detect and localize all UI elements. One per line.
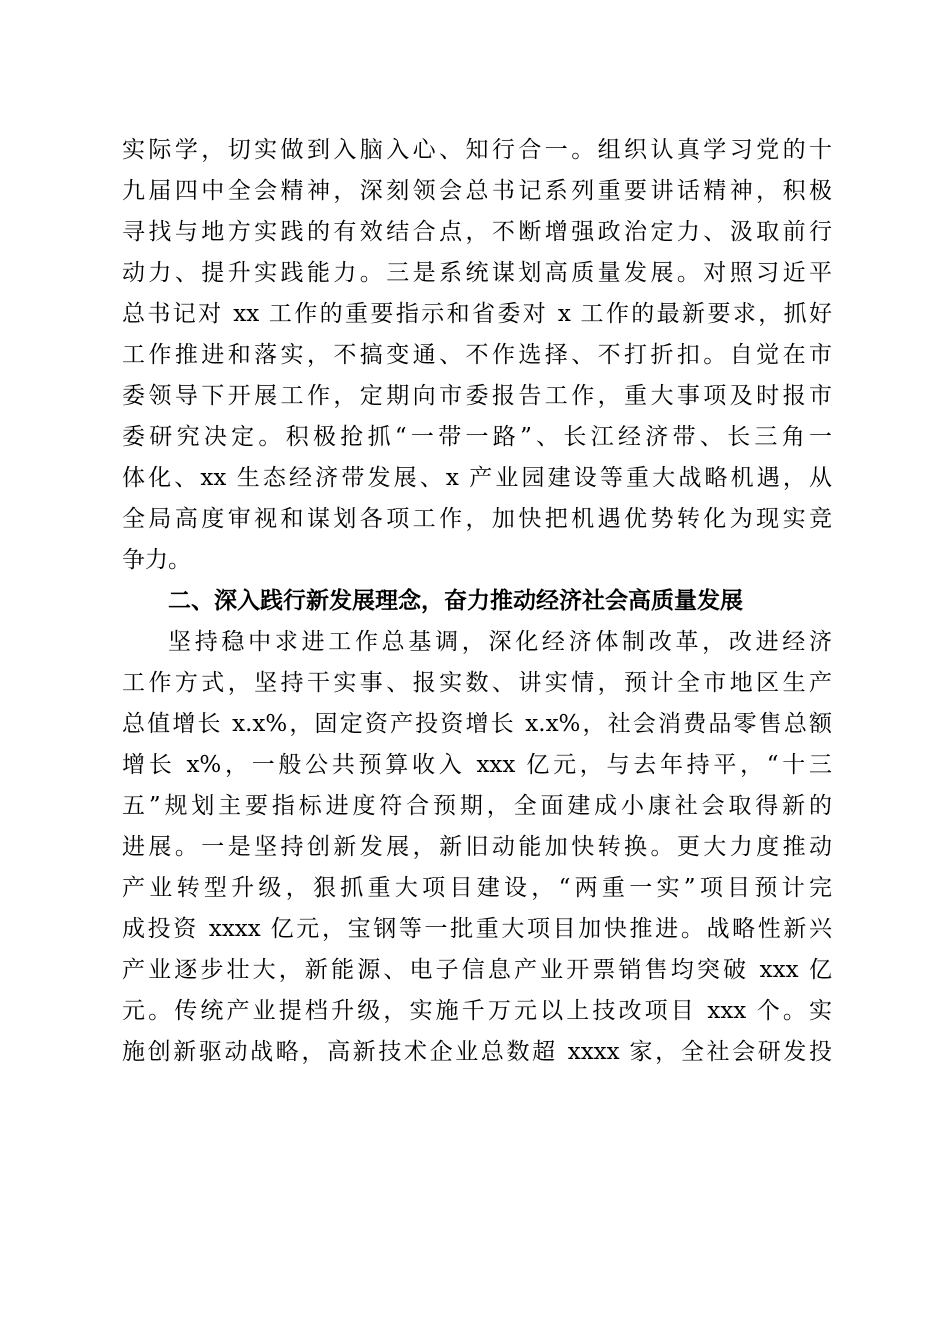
section-heading: 二、深入践行新发展理念，奋力推动经济社会高质量发展	[168, 588, 743, 614]
text-line: 九届四中全会精神，深刻领会总书记系列重要讲话精神，积极	[122, 178, 832, 204]
text-line: 争力。	[122, 547, 191, 573]
text-line: 坚持稳中求进工作总基调，深化经济体制改革，改进经济	[168, 629, 832, 655]
text-line: 进展。一是坚持创新发展，新旧动能加快转换。更大力度推动	[122, 834, 832, 860]
text-line: 总值增长 x.x%，固定资产投资增长 x.x%，社会消费品零售总额	[122, 711, 832, 737]
text-line: 施创新驱动战略，高新技术企业总数超 xxxx 家，全社会研发投	[122, 1039, 832, 1065]
paragraph-economy	[122, 622, 832, 1073]
text-line: 产业转型升级，狠抓重大项目建设，“两重一实”项目预计完	[122, 875, 832, 901]
text-line: 产业逐步壮大，新能源、电子信息产业开票销售均突破 xxx 亿	[122, 957, 832, 983]
text-line: 全局高度审视和谋划各项工作，加快把机遇优势转化为现实竞	[122, 506, 832, 532]
text-line: 五”规划主要指标进度符合预期，全面建成小康社会取得新的	[122, 793, 832, 819]
text-line: 委研究决定。积极抢抓“一带一路”、长江经济带、长三角一	[122, 424, 832, 450]
text-line: 委领导下开展工作，定期向市委报告工作，重大事项及时报市	[122, 383, 832, 409]
text-line: 动力、提升实践能力。三是系统谋划高质量发展。对照习近平	[122, 260, 832, 286]
document-body	[122, 130, 832, 1073]
text-line: 成投资 xxxx 亿元，宝钢等一批重大项目加快推进。战略性新兴	[122, 916, 832, 942]
text-line: 寻找与地方实践的有效结合点，不断增强政治定力、汲取前行	[122, 219, 832, 245]
text-line: 工作方式，坚持干实事、报实数、讲实情，预计全市地区生产	[122, 670, 832, 696]
text-line: 增长 x%，一般公共预算收入 xxx 亿元，与去年持平，“十三	[122, 752, 832, 778]
text-line: 工作推进和落实，不搞变通、不作选择、不打折扣。自觉在市	[122, 342, 832, 368]
paragraph-continuation	[122, 130, 832, 581]
text-line: 元。传统产业提档升级，实施千万元以上技改项目 xxx 个。实	[122, 998, 832, 1024]
text-line: 实际学，切实做到入脑入心、知行合一。组织认真学习党的十	[122, 137, 832, 163]
text-line: 体化、xx 生态经济带发展、x 产业园建设等重大战略机遇，从	[122, 465, 832, 491]
text-line: 总书记对 xx 工作的重要指示和省委对 x 工作的最新要求，抓好	[122, 301, 832, 327]
